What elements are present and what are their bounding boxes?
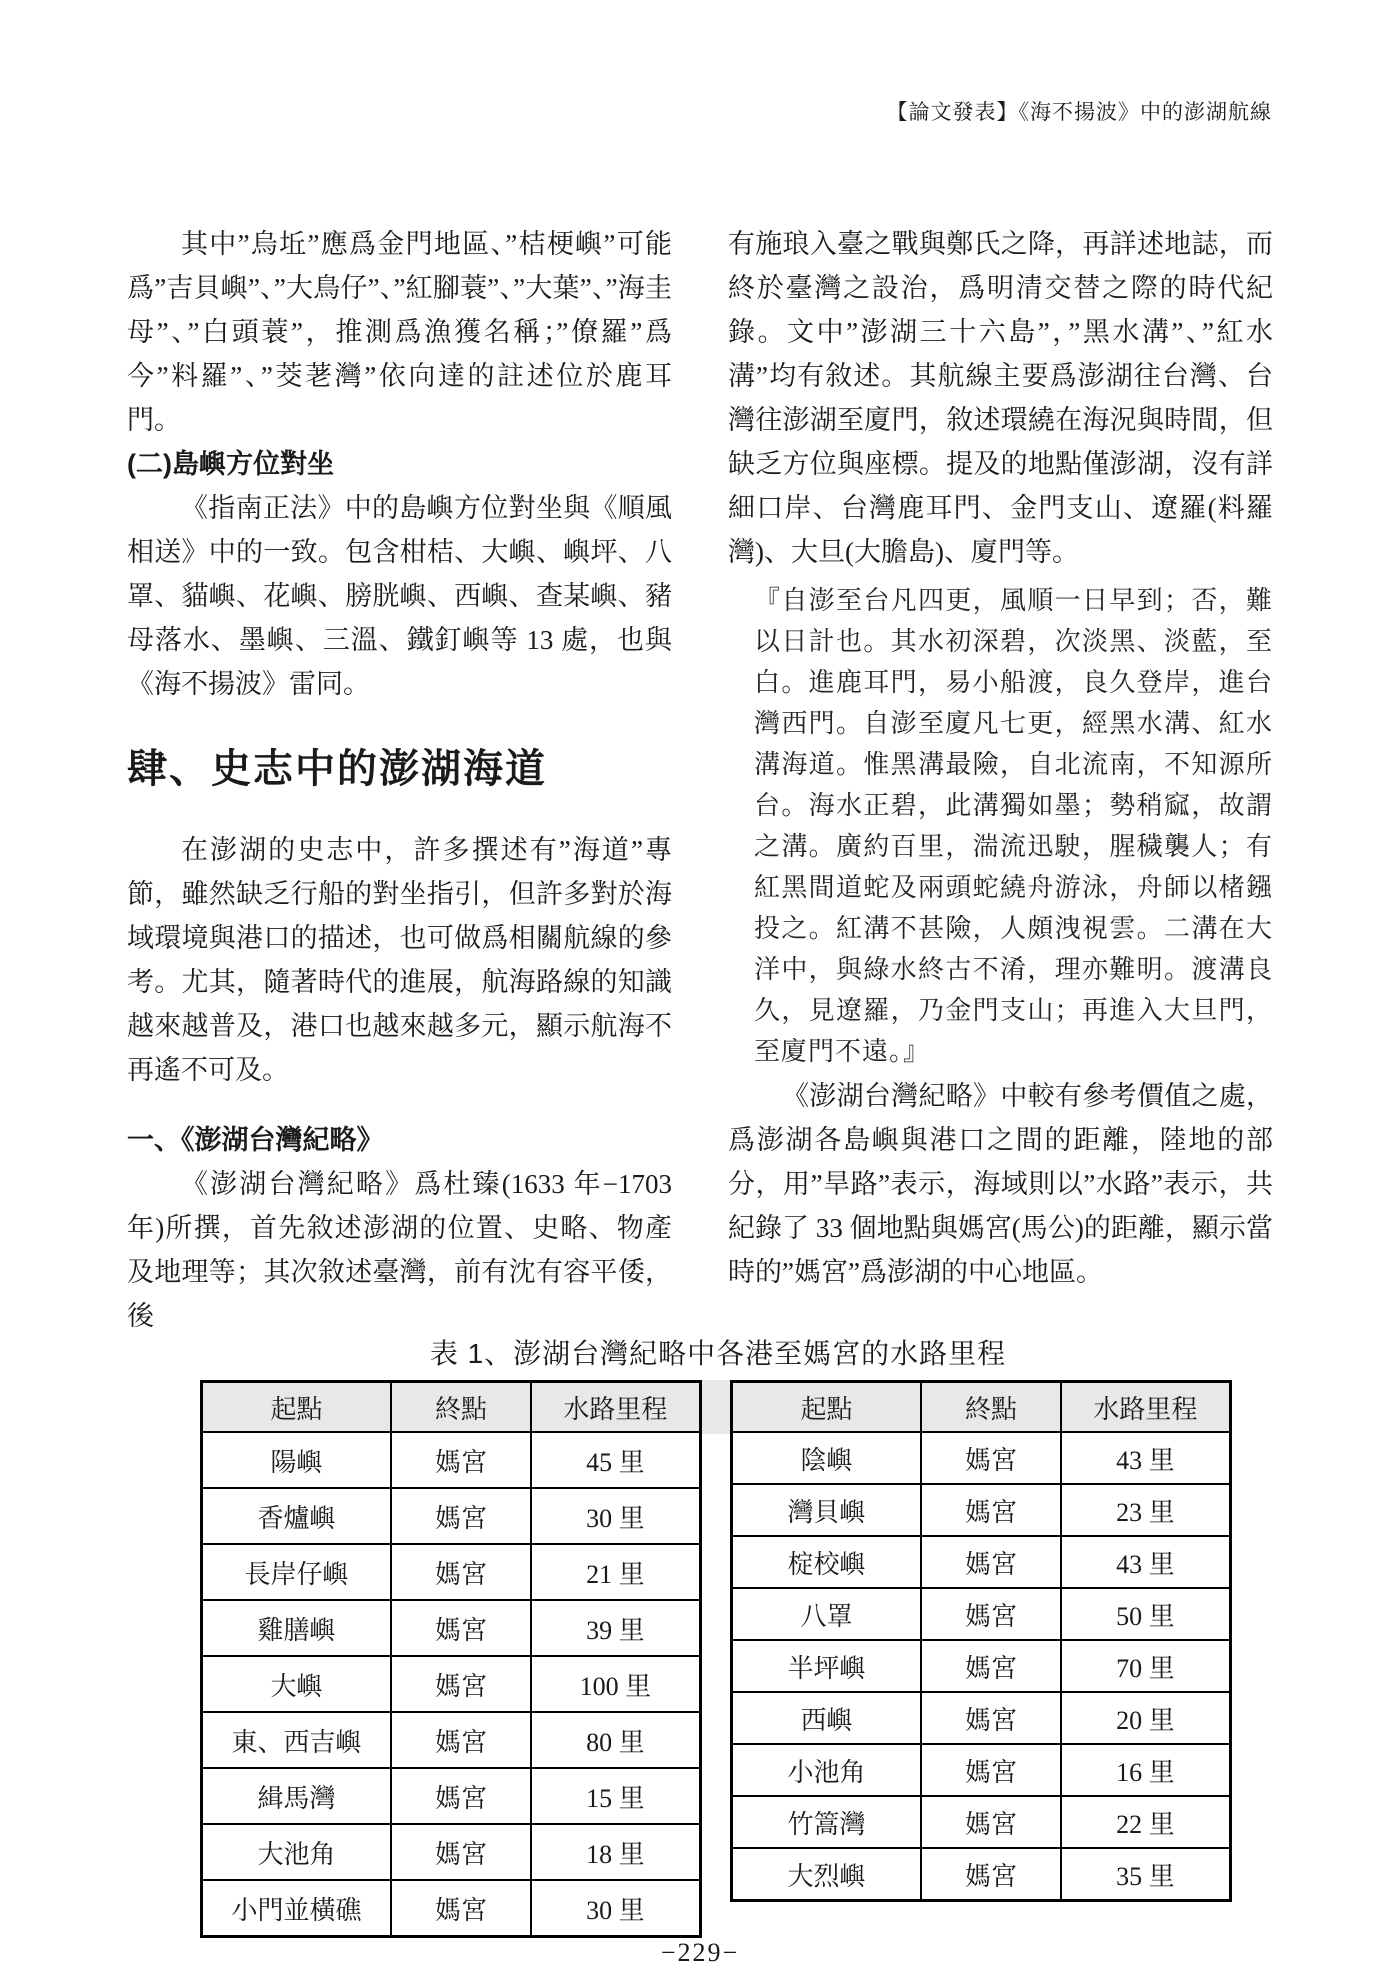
cell-distance: 100 里 xyxy=(531,1656,701,1712)
cell-distance: 43 里 xyxy=(1061,1432,1231,1484)
table-gap xyxy=(702,1380,730,1434)
right-column xyxy=(728,222,1273,1338)
cell-end: 媽宮 xyxy=(391,1768,531,1824)
header-cell-start: 起點 xyxy=(732,1382,922,1433)
table-row xyxy=(202,1768,701,1824)
table-row xyxy=(202,1712,701,1768)
cell-distance: 23 里 xyxy=(1061,1484,1231,1536)
cell-distance: 21 里 xyxy=(531,1544,701,1600)
cell-distance: 20 里 xyxy=(1061,1692,1231,1744)
table-row xyxy=(732,1796,1231,1848)
cell-distance: 70 里 xyxy=(1061,1640,1231,1692)
cell-start: 大嶼 xyxy=(202,1656,392,1712)
heading-island-positions: (二)島嶼方位對坐 xyxy=(127,449,334,479)
cell-distance: 22 里 xyxy=(1061,1796,1231,1848)
cell-distance: 16 里 xyxy=(1061,1744,1231,1796)
table-row xyxy=(732,1692,1231,1744)
cell-end: 媽宮 xyxy=(391,1656,531,1712)
paragraph-zhinan-zhengfa: 《指南正法》中的島嶼方位對坐與《順風相送》中的一致。包含柑桔、大嶼、嶼坪、八罩、貓嶼、花嶼、膀胱嶼、西嶼、查某嶼、豬母落水、墨嶼、三溫、鐵釘嶼等 13 處，也與《海不揚波》雷同。 xyxy=(127,493,672,699)
table-row xyxy=(202,1488,701,1544)
cell-distance: 15 里 xyxy=(531,1768,701,1824)
cell-end: 媽宮 xyxy=(921,1536,1061,1588)
cell-end: 媽宮 xyxy=(921,1796,1061,1848)
cell-distance: 30 里 xyxy=(531,1488,701,1544)
table-header-row xyxy=(732,1382,1231,1433)
mileage-table-right xyxy=(730,1380,1232,1902)
two-column-body xyxy=(127,222,1273,1338)
cell-end: 媽宮 xyxy=(921,1692,1061,1744)
cell-end: 媽宮 xyxy=(921,1432,1061,1484)
table-row xyxy=(732,1588,1231,1640)
cell-end: 媽宮 xyxy=(391,1432,531,1488)
header-cell-distance: 水路里程 xyxy=(1061,1382,1231,1433)
table-row xyxy=(202,1656,701,1712)
table-row xyxy=(202,1432,701,1488)
cell-start: 香爐嶼 xyxy=(202,1488,392,1544)
cell-start: 西嶼 xyxy=(732,1692,922,1744)
cell-start: 陽嶼 xyxy=(202,1432,392,1488)
cell-end: 媽宮 xyxy=(391,1600,531,1656)
heading-penghu-searoutes: 肆、史志中的澎湖海道 xyxy=(127,746,547,791)
header-cell-end: 終點 xyxy=(921,1382,1061,1433)
cell-end: 媽宮 xyxy=(391,1544,531,1600)
table-row xyxy=(732,1640,1231,1692)
cell-end: 媽宮 xyxy=(391,1880,531,1937)
table-caption: 表 1、澎湖台灣紀略中各港至媽宮的水路里程 xyxy=(429,1338,1007,1369)
mileage-table-left xyxy=(200,1380,702,1938)
cell-start: 椗校嶼 xyxy=(732,1536,922,1588)
header-cell-distance: 水路里程 xyxy=(531,1382,701,1433)
table-header-row xyxy=(202,1382,701,1433)
paragraph-histories: 在澎湖的史志中，許多撰述有”海道”專節，雖然缺乏行船的對坐指引，但許多對於海域環境與港口的描述，也可做爲相關航線的參考。尤其，隨著時代的進展，航海路線的知識越來越普及，港口也越來越多元，顯示航海不再遙不可及。 xyxy=(127,835,672,1085)
page-number: −229− xyxy=(660,1938,740,1967)
table-row xyxy=(202,1824,701,1880)
cell-distance: 18 里 xyxy=(531,1824,701,1880)
table-row xyxy=(202,1544,701,1600)
left-column xyxy=(127,222,672,1338)
cell-start: 半坪嶼 xyxy=(732,1640,922,1692)
cell-distance: 80 里 xyxy=(531,1712,701,1768)
header-cell-end: 終點 xyxy=(391,1382,531,1433)
heading-penghu-taiwan-jilue: 一、《澎湖台灣紀略》 xyxy=(127,1125,384,1155)
cell-start: 大烈嶼 xyxy=(732,1848,922,1901)
paragraph-distances: 《澎湖台灣紀略》中較有參考價值之處，爲澎湖各島嶼與港口之間的距離，陸地的部分，用”旱路”表示，海域則以”水路”表示，共紀錄了 33 個地點與媽宮(馬公)的距離，顯示當時的”媽宮”爲澎湖的中心地區。 xyxy=(728,1081,1273,1287)
cell-start: 雞膳嶼 xyxy=(202,1600,392,1656)
classical-quote-block: 『自澎至台凡四更，風順一日早到；否，難以日計也。其水初深碧，次淡黑、淡藍，至白。進鹿耳門，易小船渡，良久登岸，進台灣西門。自澎至廈凡七更，經黑水溝、紅水溝海道。惟黑溝最險，自北流南，不知源所台。海水正碧，此溝獨如墨；勢稍窳，故謂之溝。廣約百里，湍流迅駛，腥穢襲人；有紅黑間道蛇及兩頭蛇繞舟游泳，舟師以楮鏹投之。紅溝不甚險，人頗洩視雲。二溝在大洋中，與綠水終古不淆，理亦難明。渡溝良久，見遼羅，乃金門支山；再進入大旦門，至廈門不遠。』 xyxy=(754,586,1273,1066)
header-cell-start: 起點 xyxy=(202,1382,392,1433)
table-row xyxy=(202,1600,701,1656)
running-title: 【論文發表】《海不揚波》中的澎湖航線 xyxy=(886,100,1272,124)
cell-start: 東、西吉嶼 xyxy=(202,1712,392,1768)
cell-end: 媽宮 xyxy=(921,1484,1061,1536)
table-row xyxy=(732,1536,1231,1588)
paragraph-penghu-intro: 《澎湖台灣紀略》爲杜臻(1633 年−1703 年)所撰，首先敘述澎湖的位置、史略、物產及地理等；其次敘述臺灣，前有沈有容平倭，後 xyxy=(127,1169,672,1331)
paragraph-island-names: 其中”烏坵”應爲金門地區、”桔梗嶼”可能爲”吉貝嶼”、”大鳥仔”、”紅腳蓑”、”大葉”、”海圭母”、”白頭蓑”，推測爲漁獲名稱；”僚羅”爲今”料羅”、”茭荖灣”依向達的註述位於鹿耳門。 xyxy=(127,229,672,435)
mileage-tables xyxy=(200,1380,1236,1938)
paragraph-continuation: 有施琅入臺之戰與鄭氏之降，再詳述地誌，而終於臺灣之設治，爲明清交替之際的時代紀錄。文中”澎湖三十六島”，”黑水溝”、”紅水溝”均有敘述。其航線主要爲澎湖往台灣、台灣往澎湖至廈門，敘述環繞在海況與時間，但缺乏方位與座標。提及的地點僅澎湖，沒有詳細口岸、台灣鹿耳門、金門支山、遼羅(料羅灣)、大旦(大膽島)、廈門等。 xyxy=(728,229,1273,567)
cell-start: 大池角 xyxy=(202,1824,392,1880)
cell-distance: 30 里 xyxy=(531,1880,701,1937)
cell-start: 小門並橫礁 xyxy=(202,1880,392,1937)
cell-start: 緝馬灣 xyxy=(202,1768,392,1824)
cell-distance: 35 里 xyxy=(1061,1848,1231,1901)
table-gap-header-shade xyxy=(702,1380,730,1434)
cell-end: 媽宮 xyxy=(391,1488,531,1544)
cell-end: 媽宮 xyxy=(391,1712,531,1768)
cell-start: 陰嶼 xyxy=(732,1432,922,1484)
cell-start: 竹篙灣 xyxy=(732,1796,922,1848)
table-row xyxy=(732,1484,1231,1536)
cell-start: 八罩 xyxy=(732,1588,922,1640)
cell-end: 媽宮 xyxy=(921,1640,1061,1692)
table-row xyxy=(732,1744,1231,1796)
cell-end: 媽宮 xyxy=(921,1588,1061,1640)
table-section xyxy=(200,1332,1236,1938)
table-row xyxy=(732,1848,1231,1901)
cell-distance: 50 里 xyxy=(1061,1588,1231,1640)
cell-end: 媽宮 xyxy=(391,1824,531,1880)
cell-distance: 43 里 xyxy=(1061,1536,1231,1588)
cell-end: 媽宮 xyxy=(921,1744,1061,1796)
cell-distance: 39 里 xyxy=(531,1600,701,1656)
cell-start: 長岸仔嶼 xyxy=(202,1544,392,1600)
cell-distance: 45 里 xyxy=(531,1432,701,1488)
table-row xyxy=(202,1880,701,1937)
cell-start: 灣貝嶼 xyxy=(732,1484,922,1536)
cell-end: 媽宮 xyxy=(921,1848,1061,1901)
cell-start: 小池角 xyxy=(732,1744,922,1796)
table-row xyxy=(732,1432,1231,1484)
